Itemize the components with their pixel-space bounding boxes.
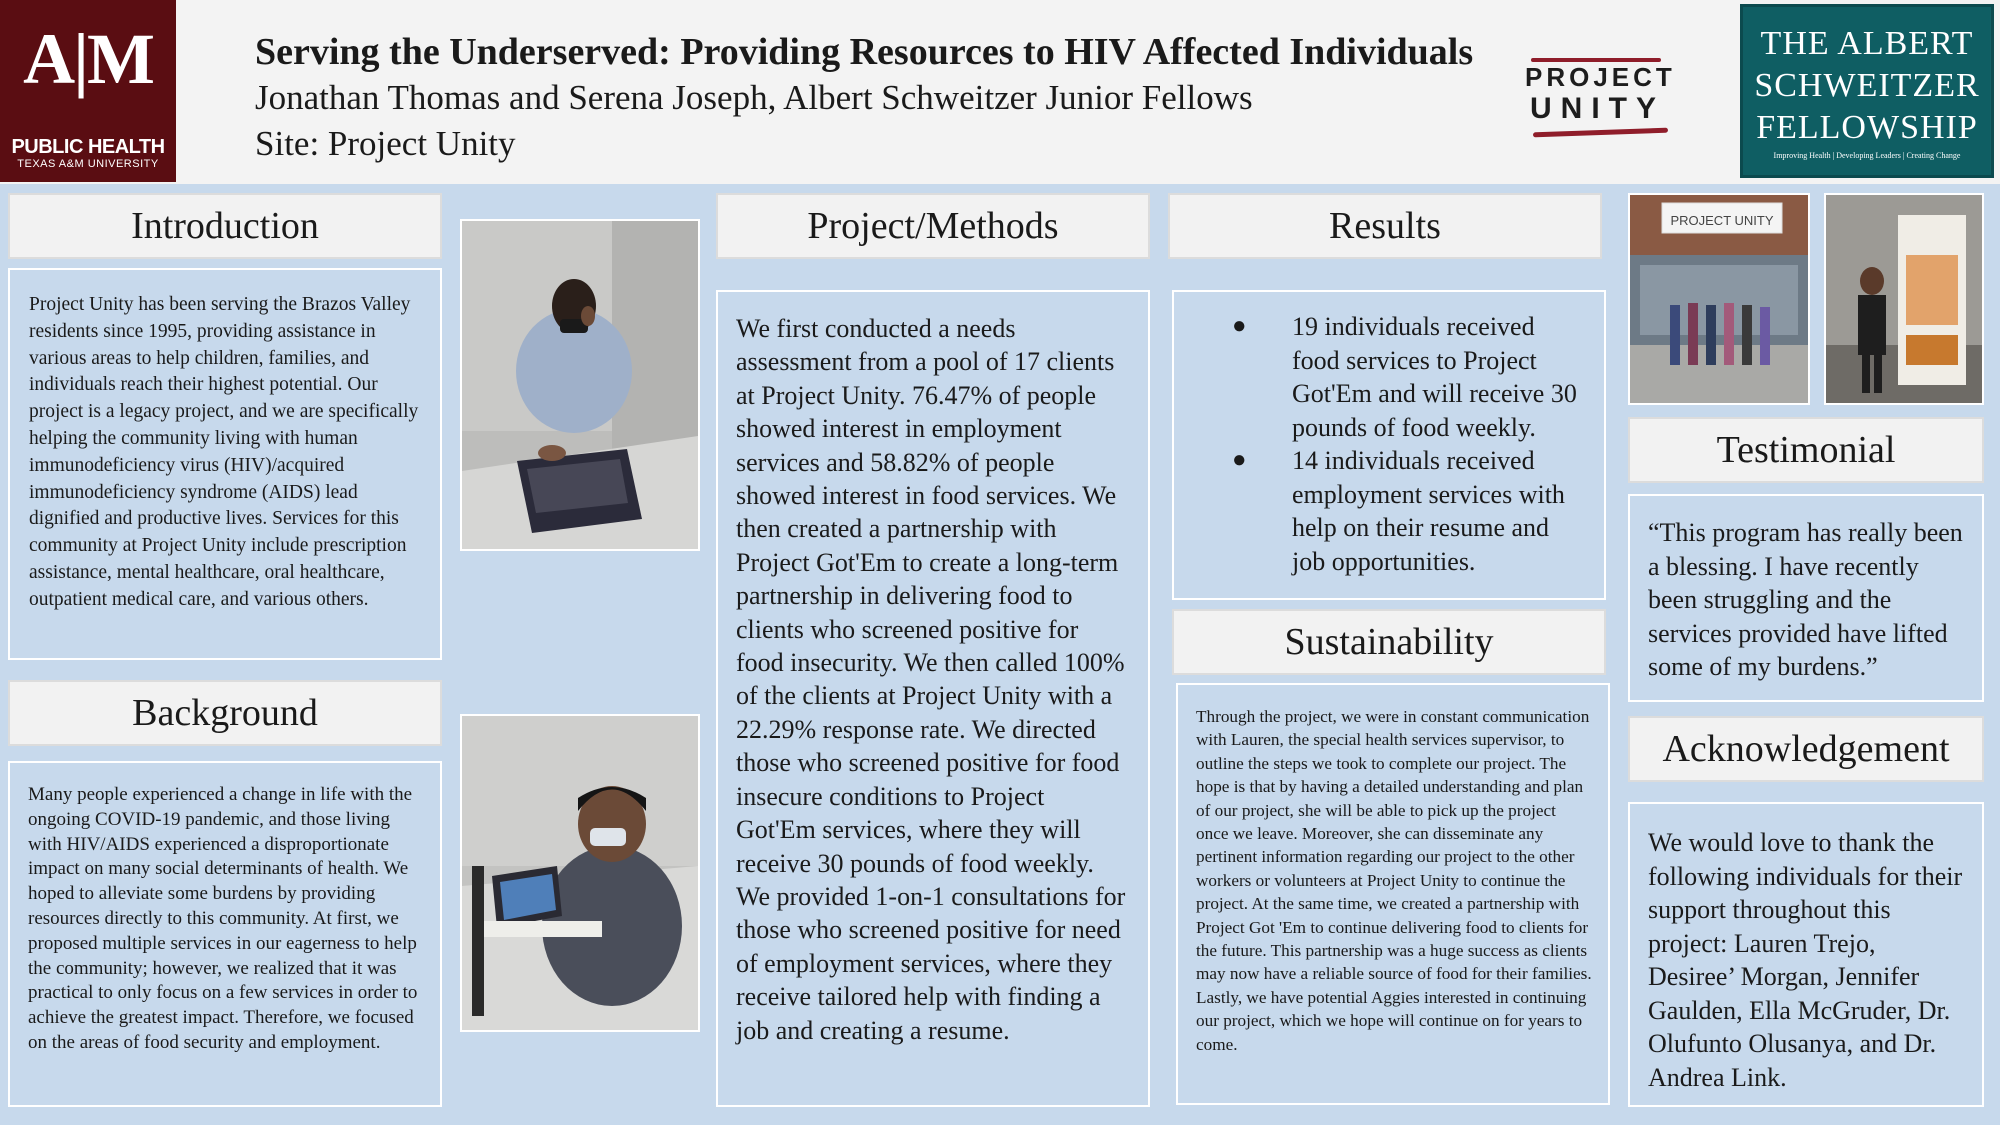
asf-logo-line1: THE ALBERT: [1760, 25, 1974, 62]
results-item-text: 19 individuals received food services to Project Got'Em and will receive 30 pounds of food weekly.: [1292, 312, 1577, 442]
storefront-sign-text: PROJECT UNITY: [1670, 213, 1774, 228]
asf-logo-line2: SCHWEITZER: [1754, 67, 1980, 104]
introduction-body: Project Unity has been serving the Brazos Valley residents since 1995, providing assistance in various areas to help children, families, and individuals reach their highest potential. Our project is a legacy project, and we are specifically helping the community living with human immunodeficiency virus (HIV)/acquired immunodeficiency syndrome (AIDS) lead dignified and productive lives. Services for this community at Project Unity include prescription assistance, mental healthcare, oral healthcare, outpatient medical care, and various others.: [29, 294, 419, 610]
sustainability-body: Through the project, we were in constant communication with Lauren, the special health services supervisor, to outline the steps we took to complete our project. The hope is that by having a detailed understanding and plan of our project, she will be able to pick up the project once we leave. Moreover, she can disseminate any pertinent information regarding our project to the other workers or volunteers at Project Unity to continue the project. At the same time, we created a partnership with Project Got 'Em to continue delivering food to clients for the future. This partnership was a huge success as clients may now have a reliable source of food for their families. Lastly, we have potential Aggies interested in continuing our project, which we hope will continue on for years to come.: [1196, 707, 1592, 1054]
tamu-logo-line1: PUBLIC HEALTH: [11, 136, 165, 158]
asf-logo-tagline: Improving Health | Developing Leaders | Creating Change: [1773, 151, 1961, 160]
poster-title: Serving the Underserved: Providing Resources to HIV Affected Individuals: [255, 31, 1474, 73]
methods-box: [716, 290, 1150, 1107]
background-box: [8, 761, 442, 1107]
acknowledgement-body: We would love to thank the following individuals for their support throughout this project: Lauren Trejo, Desiree’ Morgan, Jennifer Gaulden, Ella McGruder, Dr. Olufunto Olusanya, and Dr. Andrea Link.: [1648, 828, 1963, 1092]
poster-header: [0, 0, 2000, 184]
tamu-atm-mark: A|M: [23, 19, 153, 99]
bullet-icon: ●: [1232, 447, 1247, 473]
tamu-logo-line2: TEXAS A&M UNIVERSITY: [17, 158, 159, 170]
photo-project-unity-storefront: [1628, 193, 1810, 405]
photo-fellow-at-display: [1824, 193, 1984, 405]
photo-fellow-phone-call-image: [462, 716, 698, 1030]
acknowledgement-heading: Acknowledgement: [1628, 716, 1984, 782]
introduction-box: [8, 268, 442, 660]
testimonial-heading: Testimonial: [1628, 417, 1984, 483]
testimonial-body: “This program has really been a blessing. I have recently been struggling and the services provided have lifted some of my burdens.”: [1648, 518, 1963, 681]
sustainability-heading: Sustainability: [1172, 609, 1606, 675]
introduction-heading: Introduction: [8, 193, 442, 259]
asf-logo-line3: FELLOWSHIP: [1756, 109, 1978, 146]
project-unity-logo-line1: PROJECT: [1525, 62, 1676, 92]
methods-body: We first conducted a needs assessment from a pool of 17 clients at Project Unity. 76.47% of people showed interest in employment services and 58.82% of people showed interest in food services. We then created a partnership with Project Got'Em to create a long-term partnership in delivering food to clients who screened positive for food insecurity. We then called 100% of the clients at Project Unity with a 22.29% response rate. We directed those who screened positive for food insecure conditions to Project Got'Em services, where they will receive 30 pounds of food weekly. We provided 1-on-1 consultations for those who screened positive for need of employment services, where they receive tailored help with finding a job and creating a resume.: [736, 314, 1126, 1045]
results-heading: Results: [1168, 193, 1602, 259]
background-body: Many people experienced a change in life with the ongoing COVID-19 pandemic, and those living with HIV/AIDS experienced a disproportionate impact on many social determinants of health. We hoped to alleviate some burdens by providing resources directly to this community. At first, we proposed multiple services in our eagerness to help the community; however, we realized that it was practical to only focus on a few services in order to achieve the greatest impact. Therefore, we focused on the areas of food security and employment.: [28, 784, 418, 1053]
results-list-item: [1174, 310, 1586, 444]
background-heading: Background: [8, 680, 442, 746]
results-list-item: [1174, 444, 1586, 578]
results-item-text: 14 individuals received employment services with help on their resume and job opportunities.: [1292, 446, 1565, 576]
photo-fellow-laptop: [460, 219, 700, 551]
tamu-public-health-logo: [0, 0, 176, 182]
poster-authors: Jonathan Thomas and Serena Joseph, Albert Schweitzer Junior Fellows: [255, 78, 1253, 117]
acknowledgement-box: [1628, 802, 1984, 1107]
bullet-icon: ●: [1232, 313, 1247, 339]
methods-heading: Project/Methods: [716, 193, 1150, 259]
results-list: [1174, 292, 1604, 578]
testimonial-box: [1628, 494, 1984, 702]
project-unity-logo-line2: UNITY: [1530, 92, 1665, 125]
photo-display-image: [1826, 195, 1982, 403]
albert-schweitzer-fellowship-logo: [1740, 4, 1994, 178]
photo-fellow-laptop-image: [462, 221, 698, 549]
sustainability-box: [1176, 683, 1610, 1105]
results-box: [1172, 290, 1606, 600]
poster-site: Site: Project Unity: [255, 124, 516, 163]
photo-fellow-phone-call: [460, 714, 700, 1032]
logo-swoosh-bottom: [1533, 128, 1668, 138]
project-unity-logo: [1525, 58, 1676, 142]
photo-storefront-image: [1630, 195, 1808, 403]
